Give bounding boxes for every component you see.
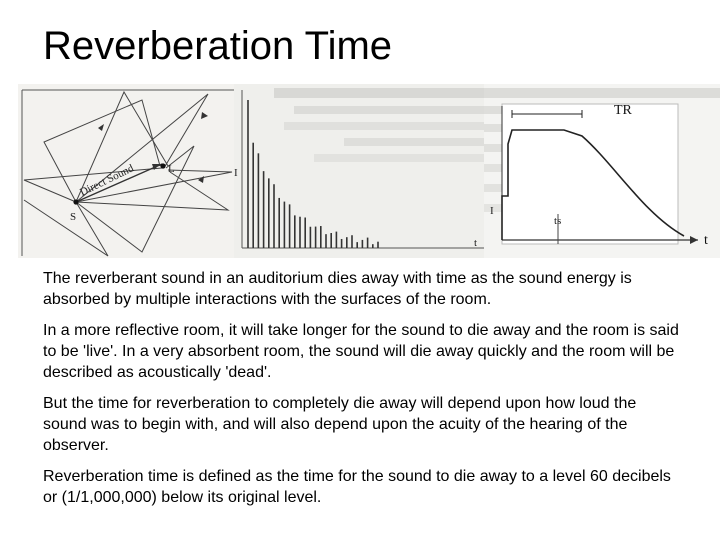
paragraph-definition: Reverberation time is defined as the time for the sound to die away to a level 60 decibels or (1/1,000,000) below its original level. <box>43 468 671 506</box>
ts-label: ts <box>554 215 562 227</box>
body-text <box>43 268 683 518</box>
direct-sound-label: Direct Sound <box>78 162 136 199</box>
paragraph-decay: The reverberant sound in an auditorium dies away with time as the sound energy is absorbed by multiple interactions with the surfaces of the room. <box>43 270 632 308</box>
slide-title: Reverberation Time <box>43 24 393 68</box>
decay-plot-image <box>234 84 500 258</box>
listener-point <box>160 163 165 168</box>
source-label: S <box>70 211 77 223</box>
envelope-axis-x: t <box>704 233 708 248</box>
ray-diagram-image <box>18 84 240 258</box>
envelope-axis-y: I <box>490 205 494 217</box>
source-point <box>73 199 78 204</box>
paragraph-dependence: But the time for reverberation to completely die away will depend upon how loud the sound was to begin with, and will also depend upon the acuity of the hearing of the observer. <box>43 395 637 454</box>
paragraph-live-dead: In a more reflective room, it will take longer for the sound to die away and the room is said to be 'live'. In a very absorbent room, the sound will die away quickly and the room will be described as acoustically 'dead'. <box>43 322 679 381</box>
decay-axis-x: t <box>474 237 478 249</box>
tr-label: TR <box>614 103 632 118</box>
envelope-plot-image <box>484 84 720 258</box>
listener-label: L <box>168 163 175 175</box>
decay-axis-y: I <box>234 167 238 179</box>
